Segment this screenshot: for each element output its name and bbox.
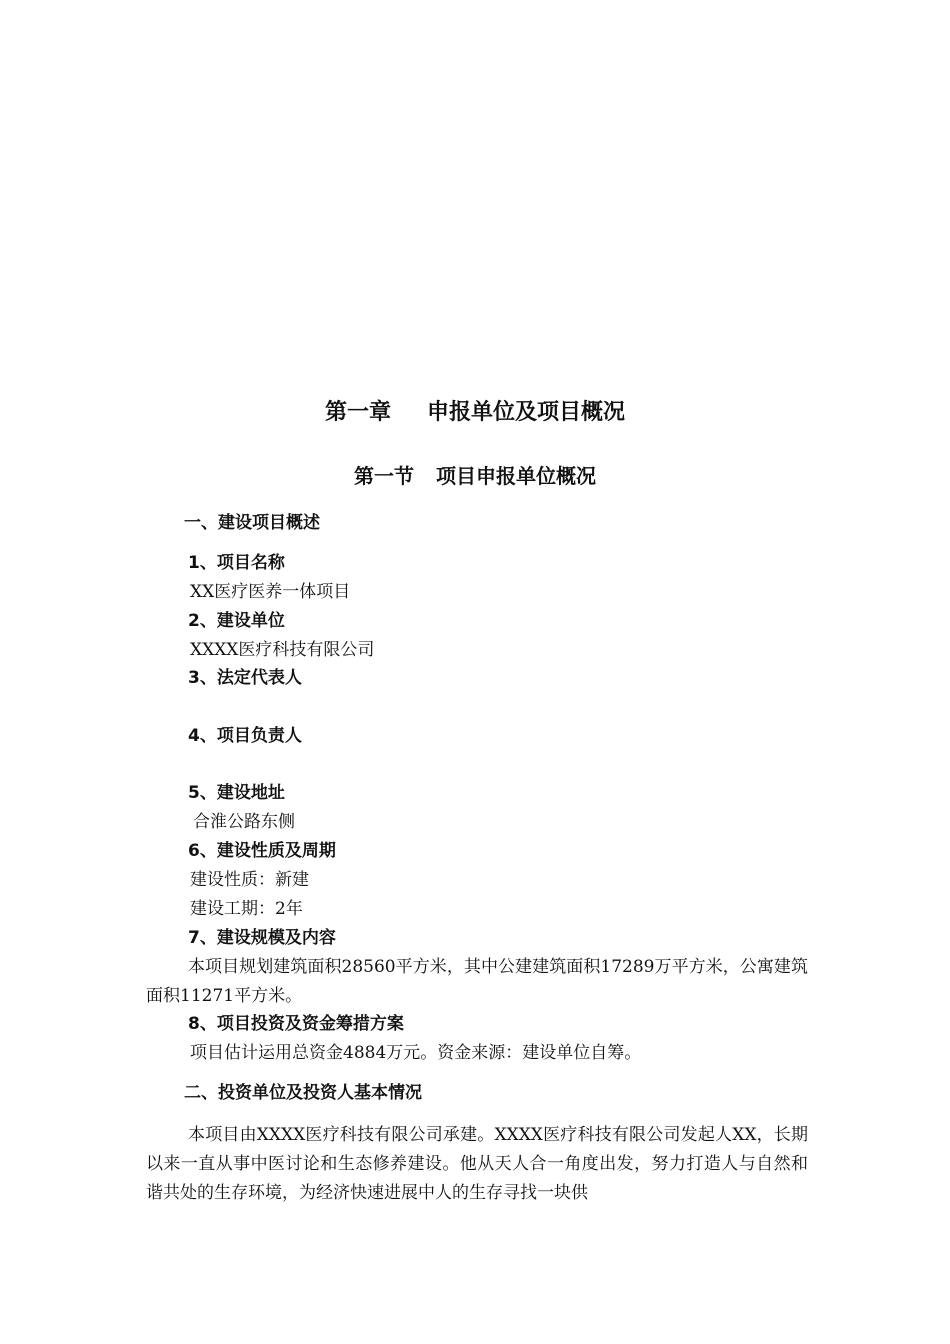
item-value: 建设性质：新建	[190, 870, 309, 890]
item-label: 2、建设单位	[188, 611, 285, 631]
section-number: 第一节	[354, 464, 414, 488]
item-label: 3、法定代表人	[188, 668, 302, 688]
item-value: 项目估计运用总资金4884万元。资金来源：建设单位自筹。	[190, 1043, 642, 1063]
item-value: 合淮公路东侧	[193, 812, 295, 832]
item-paragraph: 本项目规划建筑面积28560平方米，其中公建建筑面积17289万平方米，公寓建筑面积11271平方米。	[146, 957, 808, 1006]
item-label: 1、项目名称	[188, 553, 285, 573]
item-label: 6、建设性质及周期	[188, 841, 336, 861]
item-value: XXXX医疗科技有限公司	[190, 640, 375, 660]
item-label: 5、建设地址	[188, 783, 285, 803]
part2-paragraph: 本项目由XXXX医疗科技有限公司承建。XXXX医疗科技有限公司发起人XX，长期以来一直从事中医讨论和生态修养建设。他从天人合一角度出发，努力打造人与自然和谐共处的生存环境，为经济快速进展中人的生存寻找一块供	[146, 1125, 808, 1203]
section-heading	[0, 462, 950, 490]
item-label: 8、项目投资及资金筹措方案	[188, 1014, 404, 1034]
section-title: 项目申报单位概况	[436, 464, 596, 488]
chapter-heading	[0, 398, 950, 428]
part2-heading: 二、投资单位及投资人基本情况	[184, 1083, 422, 1103]
item-value: 建设工期：2年	[190, 899, 303, 919]
chapter-title: 申报单位及项目概况	[427, 400, 626, 425]
item-value: XX医疗医养一体项目	[190, 582, 351, 602]
item-label: 7、建设规模及内容	[188, 928, 336, 948]
item-label: 4、项目负责人	[188, 726, 302, 746]
part1-heading: 一、建设项目概述	[184, 513, 320, 533]
chapter-number: 第一章	[324, 400, 391, 425]
